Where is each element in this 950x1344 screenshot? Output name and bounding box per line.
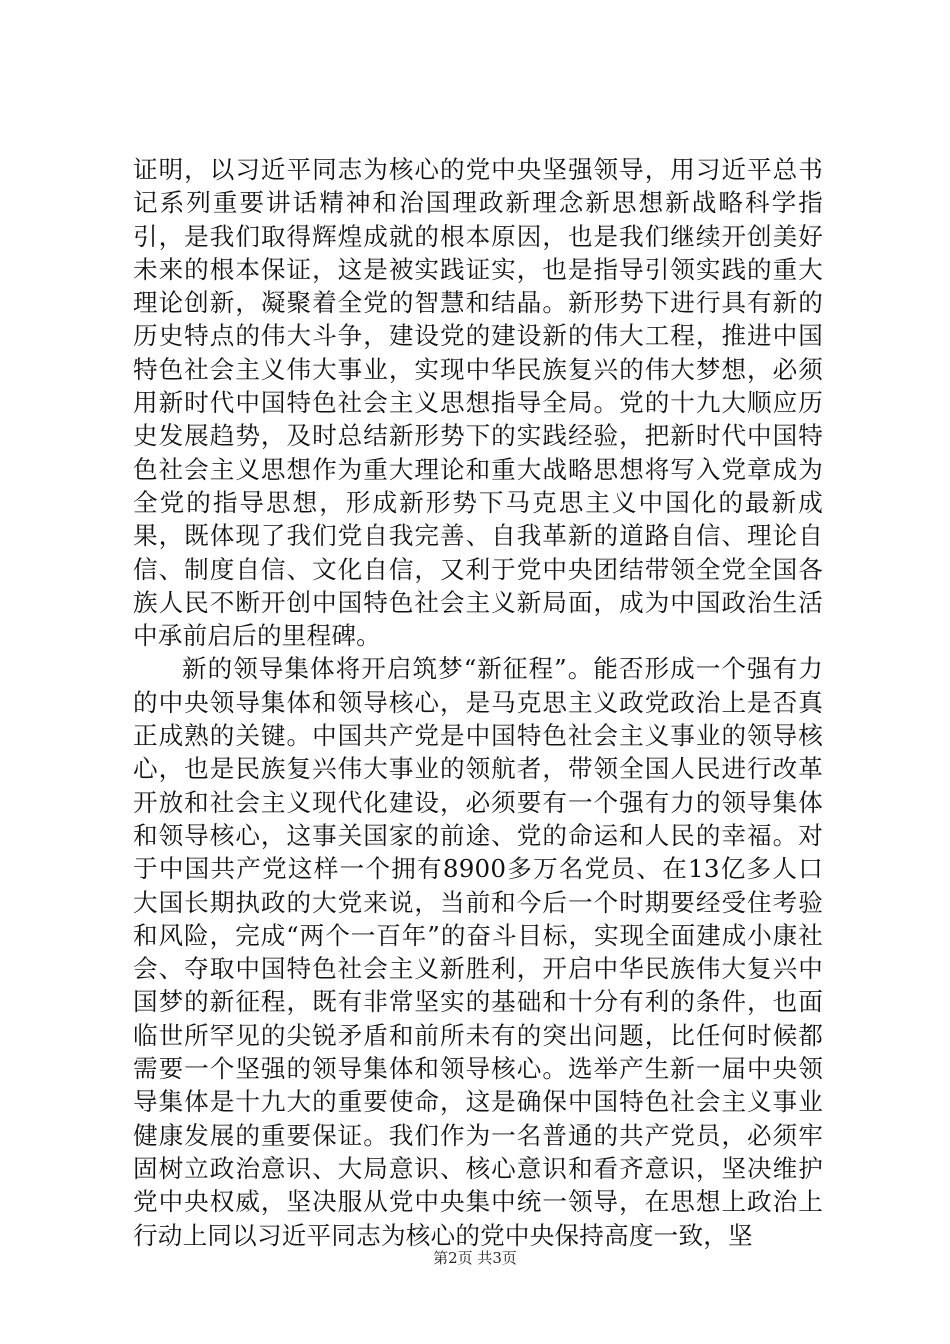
- paragraph-2: 新的领导集体将开启筑梦“新征程”。能否形成一个强有力的中央领导集体和领导核心，是马克思主义政党政治上是否真正成熟的关键。中国共产党是中国特色社会主义事业的领导核心，也是民族复兴伟大事业的领航者，带领全国人民进行改革开放和社会主义现代化建设，必须要有一个强有力的领导集体和领导核心，这事关国家的前途、党的命运和人民的幸福。对于中国共产党这样一个拥有8900多万名党员、在13亿多人口大国长期执政的大党来说，当前和今后一个时期要经受住考验和风险，完成“两个一百年”的奋斗目标，实现全面建成小康社会、夺取中国特色社会主义新胜利，开启中华民族伟大复兴中国梦的新征程，既有非常坚实的基础和十分有利的条件，也面临世所罕见的尖锐矛盾和前所未有的突出问题，比任何时候都需要一个坚强的领导集体和领导核心。选举产生新一届中央领导集体是十九大的重要使命，这是确保中国特色社会主义事业健康发展的重要保证。我们作为一名普通的共产党员，必须牢固树立政治意识、大局意识、核心意识和看齐意识，坚决维护党中央权威，坚决服从党中央集中统一领导，在思想上政治上行动上同以习近平同志为核心的党中央保持高度一致，坚: [133, 654, 823, 1250]
- paragraph-1: 证明，以习近平同志为核心的党中央坚强领导，用习近平总书记系列重要讲话精神和治国理政新理念新思想新战略科学指引，是我们取得辉煌成就的根本原因，也是我们继续开创美好未来的根本保证，这是被实践证实，也是指导引领实践的重大理论创新，凝聚着全党的智慧和结晶。新形势下进行具有新的历史特点的伟大斗争，建设党的建设新的伟大工程，推进中国特色社会主义伟大事业，实现中华民族复兴的伟大梦想，必须用新时代中国特色社会主义思想指导全局。党的十九大顺应历史发展趋势，及时总结新形势下的实践经验，把新时代中国特色社会主义思想作为重大理论和重大战略思想将写入党章成为全党的指导思想，形成新形势下马克思主义中国化的最新成果，既体现了我们党自我完善、自我革新的道路自信、理论自信、制度自信、文化自信，又利于党中央团结带领全党全国各族人民不断开创中国特色社会主义新局面，成为中国政治生活中承前启后的里程碑。: [133, 155, 823, 651]
- document-body: [133, 153, 823, 1252]
- page-number-footer: 第2页 共3页: [433, 1249, 517, 1267]
